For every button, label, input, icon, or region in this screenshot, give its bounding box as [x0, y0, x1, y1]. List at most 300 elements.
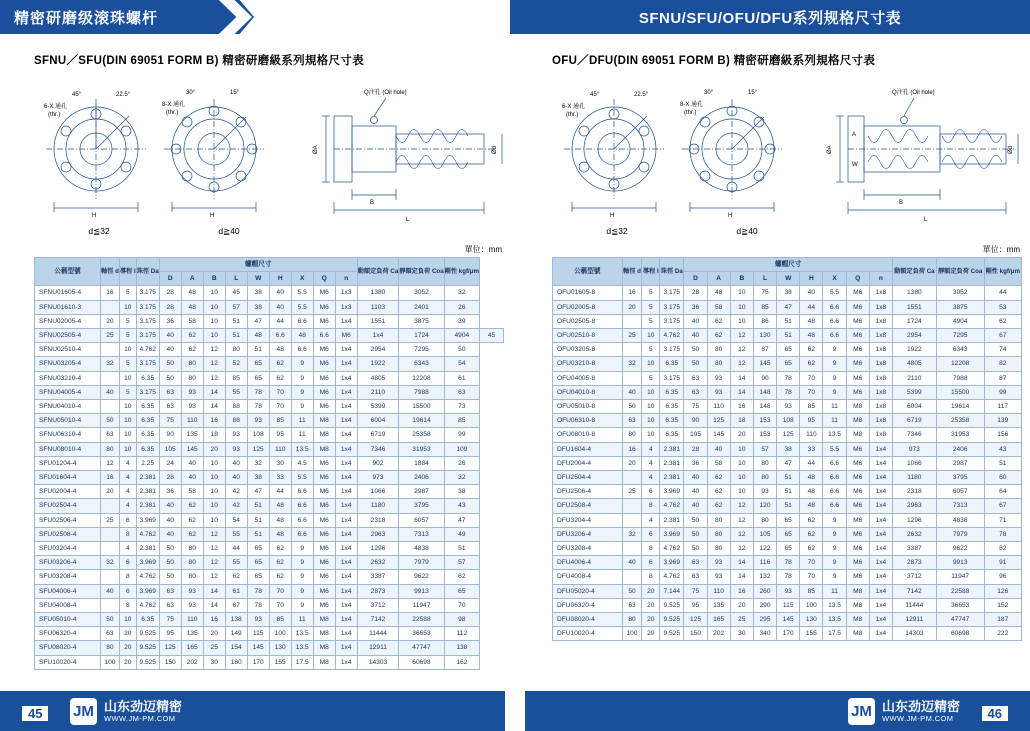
cell-model: SFU08020-4	[35, 641, 101, 655]
cell-value: 40	[684, 499, 707, 513]
cell-value: 13.5	[291, 627, 313, 641]
cell-value: 88	[225, 414, 247, 428]
cell-value: 4	[119, 499, 136, 513]
cell-value: 40	[159, 343, 181, 357]
cell-value: 55	[225, 527, 247, 541]
cell-value: 85	[753, 300, 776, 314]
cell-value: 1x4	[869, 485, 892, 499]
cell-value: M8	[846, 584, 869, 598]
cell-value: 9622	[399, 570, 444, 584]
cell-value: 1x3	[335, 286, 357, 300]
cell-value: 6.6	[291, 314, 313, 328]
cell-value: 63	[622, 598, 642, 612]
cell-value: 63	[622, 414, 642, 428]
cell-value: 6.35	[136, 428, 159, 442]
cell-value	[622, 343, 642, 357]
cell-value: 1x4	[335, 570, 357, 584]
cell-value: 48	[181, 286, 203, 300]
cell-value: 170	[247, 655, 269, 669]
cell-value: 80	[622, 428, 642, 442]
cell-value: 12	[203, 343, 225, 357]
table-row	[35, 627, 504, 641]
cell-value: 3875	[936, 300, 984, 314]
cell-model: DFU2004-4	[553, 456, 623, 470]
cell-value: 95	[269, 428, 291, 442]
svg-text:8-X 通孔: 8-X 通孔	[162, 102, 186, 108]
cell-value: 10	[203, 329, 225, 343]
cell-value: 1x4	[869, 471, 892, 485]
cell-value: 12208	[936, 357, 984, 371]
cell-value: 40	[684, 314, 707, 328]
cell-value: 86	[753, 314, 776, 328]
cell-value: 145	[753, 357, 776, 371]
cell-value: M6	[335, 329, 357, 343]
cell-value: 10	[119, 300, 136, 314]
cell-value: 3712	[892, 570, 936, 584]
cell-value: 10	[203, 471, 225, 485]
cell-value: 4.762	[136, 598, 159, 612]
cell-value: 65	[777, 542, 800, 556]
cell-value: 50	[622, 400, 642, 414]
cell-value: 20	[730, 428, 753, 442]
table-row	[35, 641, 504, 655]
table-row	[553, 471, 1022, 485]
svg-text:(thr.): (thr.)	[684, 110, 697, 116]
cell-value: 2.381	[660, 456, 684, 470]
cell-value: 73	[444, 400, 479, 414]
cell-value: 3052	[399, 286, 444, 300]
right-section-title: OFU／DFU(DIN 69051 FORM B) 精密研磨級系列規格尺寸表	[552, 55, 876, 67]
cell-value: 11	[823, 400, 846, 414]
cell-value: 9	[823, 371, 846, 385]
svg-text:15°: 15°	[748, 90, 758, 96]
cell-value: 40	[181, 456, 203, 470]
table-row	[35, 527, 504, 541]
cell-model: SFU05010-4	[35, 613, 101, 627]
cell-value: 47	[777, 456, 800, 470]
cell-value: 16	[730, 400, 753, 414]
cell-value: 1x8	[869, 371, 892, 385]
cell-value: 130	[269, 641, 291, 655]
cell-value: 10	[642, 357, 660, 371]
cell-value: 4904	[444, 329, 479, 343]
cell-value: 63	[159, 598, 181, 612]
cell-value: 93	[707, 570, 730, 584]
cell-value: 9	[823, 357, 846, 371]
left-unit-note: 單位：mm	[464, 245, 502, 254]
cell-value: 4.762	[136, 527, 159, 541]
cell-value: 50	[101, 613, 120, 627]
th-ball: 珠徑 Da	[136, 258, 159, 286]
cell-value	[622, 371, 642, 385]
page-number-right: 46	[982, 706, 1008, 721]
cell-value: 165	[707, 613, 730, 627]
cell-value	[101, 499, 120, 513]
cell-value: 3.969	[136, 584, 159, 598]
cell-value: 145	[247, 641, 269, 655]
cell-value: 15500	[936, 385, 984, 399]
th-nut-q: Q	[313, 272, 335, 286]
cell-value: 12	[203, 357, 225, 371]
cell-value: 19614	[936, 400, 984, 414]
cell-value: 1x8	[869, 414, 892, 428]
cell-value: 2987	[399, 485, 444, 499]
cell-value: M6	[846, 542, 869, 556]
cell-value: 63	[444, 385, 479, 399]
table-row	[35, 471, 504, 485]
svg-text:B: B	[370, 200, 375, 206]
cell-value: 62	[225, 570, 247, 584]
cell-value: 80	[181, 556, 203, 570]
cell-value: 51	[777, 499, 800, 513]
cell-value: 98	[444, 613, 479, 627]
cell-value: 1x4	[335, 527, 357, 541]
cell-value: 47	[444, 513, 479, 527]
cell-value: 50	[684, 357, 707, 371]
left-drawing	[34, 74, 504, 244]
cell-value: 7142	[892, 584, 936, 598]
cell-value: 11	[291, 613, 313, 627]
cell-value	[622, 542, 642, 556]
cell-value: 70	[269, 400, 291, 414]
cell-value: 63	[101, 627, 120, 641]
cell-value: 44	[800, 300, 823, 314]
cell-value: 75	[159, 613, 181, 627]
cell-value: 9	[823, 542, 846, 556]
cell-value: 48	[181, 300, 203, 314]
cell-value: 6.35	[660, 400, 684, 414]
cell-model: OFU03210-8	[553, 357, 623, 371]
cell-value: 10	[730, 314, 753, 328]
cell-model: DFU06320-4	[553, 598, 623, 612]
cell-value: 62	[800, 343, 823, 357]
cell-value: 11	[823, 414, 846, 428]
cell-value: 48	[800, 485, 823, 499]
cell-value: 9	[291, 598, 313, 612]
cell-value: 93	[777, 400, 800, 414]
cell-value: 58	[181, 485, 203, 499]
cell-model: OFU05010-8	[553, 400, 623, 414]
cell-value: 2406	[399, 471, 444, 485]
cell-value: 152	[984, 598, 1021, 612]
cell-value: 10	[119, 613, 136, 627]
cell-value: 32	[622, 357, 642, 371]
footer-brand-right	[848, 698, 960, 725]
cell-value: 25	[622, 329, 642, 343]
cell-value: 10	[730, 442, 753, 456]
cell-value: 2954	[892, 329, 936, 343]
cell-value: 1x4	[335, 371, 357, 385]
cell-value: 10	[642, 329, 660, 343]
cell-value: 85	[225, 371, 247, 385]
cell-value: 1x4	[869, 627, 892, 641]
th-nut-x: X	[823, 272, 846, 286]
cell-value: 10	[203, 499, 225, 513]
cell-value: 60698	[399, 655, 444, 669]
cell-value: 100	[269, 627, 291, 641]
cell-value: 132	[753, 570, 776, 584]
cell-value: 80	[707, 542, 730, 556]
cell-value: 2963	[892, 499, 936, 513]
cell-value: 5	[642, 286, 660, 300]
cell-value: 10	[203, 456, 225, 470]
table-row	[553, 314, 1022, 328]
cell-value: 3.969	[660, 485, 684, 499]
th-nut-w: W	[777, 272, 800, 286]
cell-value: 15500	[399, 400, 444, 414]
cell-value: 1x4	[335, 314, 357, 328]
th-nut-d: D	[684, 272, 707, 286]
cell-value: 139	[984, 414, 1021, 428]
cell-value: 112	[444, 627, 479, 641]
cell-value: 138	[444, 641, 479, 655]
cell-value: 5	[119, 385, 136, 399]
cell-value: 47747	[399, 641, 444, 655]
company-name-right: 山东劲迈精密	[881, 699, 960, 714]
cell-value: 2401	[399, 300, 444, 314]
cell-value: 11947	[936, 570, 984, 584]
cell-value: M6	[313, 471, 335, 485]
cell-value: 130	[800, 613, 823, 627]
svg-text:15°: 15°	[230, 90, 240, 96]
cell-value: 1180	[357, 499, 399, 513]
cell-value: 85	[269, 613, 291, 627]
cell-value: 13.5	[823, 598, 846, 612]
cell-value: M6	[313, 314, 335, 328]
cell-value: 12911	[357, 641, 399, 655]
table-row	[553, 456, 1022, 470]
cell-value: M6	[313, 527, 335, 541]
cell-value: 14	[730, 385, 753, 399]
cell-value: 100	[800, 598, 823, 612]
table-row	[553, 584, 1022, 598]
cell-value: 93	[777, 584, 800, 598]
table-row	[35, 456, 504, 470]
cell-value: 2.381	[136, 485, 159, 499]
cell-value: 6.35	[660, 385, 684, 399]
table-row	[553, 499, 1022, 513]
cell-value: 54	[444, 357, 479, 371]
cell-value: 6.6	[291, 485, 313, 499]
table-row	[553, 542, 1022, 556]
th-model: 公稱型號	[35, 258, 101, 286]
cell-model: OFU06310-8	[553, 414, 623, 428]
cell-value: 28	[159, 286, 181, 300]
th-nut-q: Q	[846, 272, 869, 286]
svg-text:L: L	[406, 217, 410, 223]
cell-value: 1x8	[869, 357, 892, 371]
svg-text:30°: 30°	[186, 90, 196, 96]
cell-value: 222	[984, 627, 1021, 641]
cell-value: 42	[225, 499, 247, 513]
cell-value: 2110	[892, 371, 936, 385]
cell-value: 6343	[936, 343, 984, 357]
cell-value: 20	[119, 627, 136, 641]
cell-value: 1x8	[869, 300, 892, 314]
cell-value: 6.6	[291, 499, 313, 513]
cell-model: SFU03204-4	[35, 542, 101, 556]
cell-value: 62	[707, 329, 730, 343]
cell-value: 65	[247, 556, 269, 570]
cell-value: 9	[291, 556, 313, 570]
cell-value: 9	[823, 527, 846, 541]
cell-value: 125	[247, 442, 269, 456]
svg-text:(thr.): (thr.)	[166, 110, 179, 116]
cell-value: 12	[730, 343, 753, 357]
svg-text:(thr.): (thr.)	[48, 112, 61, 118]
cell-value: 4805	[357, 371, 399, 385]
cell-value: 57	[225, 300, 247, 314]
cell-value: 1x4	[335, 655, 357, 669]
table-row	[553, 385, 1022, 399]
cell-value: 63	[159, 400, 181, 414]
th-rigidity: 剛性 kgf/μm	[444, 258, 479, 286]
cell-value: 16	[101, 471, 120, 485]
cell-value: M6	[313, 570, 335, 584]
cell-value: 52	[225, 357, 247, 371]
cell-value: 82	[984, 542, 1021, 556]
cell-value: M6	[313, 485, 335, 499]
cell-value: 78	[247, 598, 269, 612]
cell-value: M6	[846, 570, 869, 584]
cell-value: 6.6	[823, 300, 846, 314]
cell-value: M6	[846, 499, 869, 513]
cell-value: 74	[984, 343, 1021, 357]
cell-value: 3875	[399, 314, 444, 328]
cell-value: 50	[159, 357, 181, 371]
cell-value: 80	[101, 442, 120, 456]
cell-value: M6	[846, 357, 869, 371]
cell-value: 85	[269, 414, 291, 428]
cell-value: 2318	[892, 485, 936, 499]
cell-value: 36653	[936, 598, 984, 612]
cell-value: 10	[119, 442, 136, 456]
cell-value: 1x4	[335, 499, 357, 513]
right-page-section	[552, 52, 1022, 641]
cell-value: 51	[777, 314, 800, 328]
cell-value: 70	[800, 570, 823, 584]
cell-value: 4	[642, 442, 660, 456]
cell-value: 20	[642, 584, 660, 598]
cell-value: M8	[313, 627, 335, 641]
cell-value: 62	[800, 542, 823, 556]
cell-value: 50	[159, 570, 181, 584]
cell-value: 48	[269, 499, 291, 513]
cell-model: OFU02510-8	[553, 329, 623, 343]
cell-value: 32	[101, 556, 120, 570]
svg-text:H: H	[610, 213, 615, 219]
cell-value: 7313	[399, 527, 444, 541]
cell-value: 1x4	[335, 428, 357, 442]
right-unit-note: 單位：mm	[982, 245, 1020, 254]
cell-value: 6	[119, 556, 136, 570]
cell-model: SFU01604-4	[35, 471, 101, 485]
cell-value: 11444	[892, 598, 936, 612]
cell-value	[622, 570, 642, 584]
cell-value: 1103	[357, 300, 399, 314]
cell-value: 10	[642, 400, 660, 414]
th-nut-l: L	[753, 272, 776, 286]
cell-value: 145	[181, 442, 203, 456]
cell-value	[622, 499, 642, 513]
cell-value: 7979	[936, 527, 984, 541]
cell-value: 28	[159, 471, 181, 485]
cell-model: DFU2504-4	[553, 471, 623, 485]
cell-value: 78	[777, 385, 800, 399]
cell-value: 153	[753, 428, 776, 442]
cell-value: 1x4	[869, 598, 892, 612]
cell-value: 5	[642, 314, 660, 328]
cell-value: 1x8	[869, 329, 892, 343]
cell-value: 20	[622, 300, 642, 314]
cell-value: 51	[444, 542, 479, 556]
cell-value: 51	[777, 485, 800, 499]
cell-value: 2406	[936, 442, 984, 456]
cell-value: 80	[101, 641, 120, 655]
cell-value: 61	[225, 584, 247, 598]
cell-value: 36	[159, 485, 181, 499]
cell-value: 99	[444, 428, 479, 442]
cell-value: 5	[119, 286, 136, 300]
cell-value: 8	[119, 570, 136, 584]
cell-model: OFU02005-8	[553, 300, 623, 314]
cell-value: 87	[984, 371, 1021, 385]
cell-value: 1x4	[869, 542, 892, 556]
cell-value: 57	[753, 442, 776, 456]
page-number-left: 45	[22, 706, 48, 721]
cell-value: 63	[684, 371, 707, 385]
cell-value: 50	[159, 371, 181, 385]
cell-value: 20	[119, 641, 136, 655]
cell-value: 12	[730, 499, 753, 513]
cell-value: 48	[707, 286, 730, 300]
cell-value: 47	[247, 485, 269, 499]
cell-value: 36653	[399, 627, 444, 641]
cell-value: M6	[846, 314, 869, 328]
cell-value: M6	[313, 400, 335, 414]
cell-value: 6.35	[660, 414, 684, 428]
cell-value: 40	[622, 556, 642, 570]
cell-value: 10	[203, 314, 225, 328]
cell-value: 6.35	[136, 371, 159, 385]
cell-value: 93	[181, 584, 203, 598]
cell-model: SFNU04010-4	[35, 400, 101, 414]
header-left-title: 精密研磨级滚珠螺杆	[0, 0, 218, 34]
cell-model: DFU3206-4	[553, 527, 623, 541]
cell-value: 47	[777, 300, 800, 314]
th-nut-group: 螺帽尺寸	[684, 258, 893, 272]
cell-value: M8	[313, 442, 335, 456]
cell-value: 20	[642, 598, 660, 612]
cell-value: 40	[159, 513, 181, 527]
cell-value: 11444	[357, 627, 399, 641]
cell-value: 9	[823, 570, 846, 584]
cell-value: 3.175	[136, 300, 159, 314]
cell-value: 20	[101, 485, 120, 499]
cell-value: 31953	[399, 442, 444, 456]
cell-value: 95	[684, 598, 707, 612]
cell-value: 38	[777, 286, 800, 300]
cell-value: 48	[800, 499, 823, 513]
cell-value: 50	[684, 343, 707, 357]
cell-model: SFU03206-4	[35, 556, 101, 570]
cell-value: 3.969	[660, 556, 684, 570]
cell-value: 62	[444, 570, 479, 584]
th-nut-h: H	[800, 272, 823, 286]
cell-value: 75	[159, 414, 181, 428]
cell-value: 149	[225, 627, 247, 641]
cell-model: SFU02504-4	[35, 499, 101, 513]
